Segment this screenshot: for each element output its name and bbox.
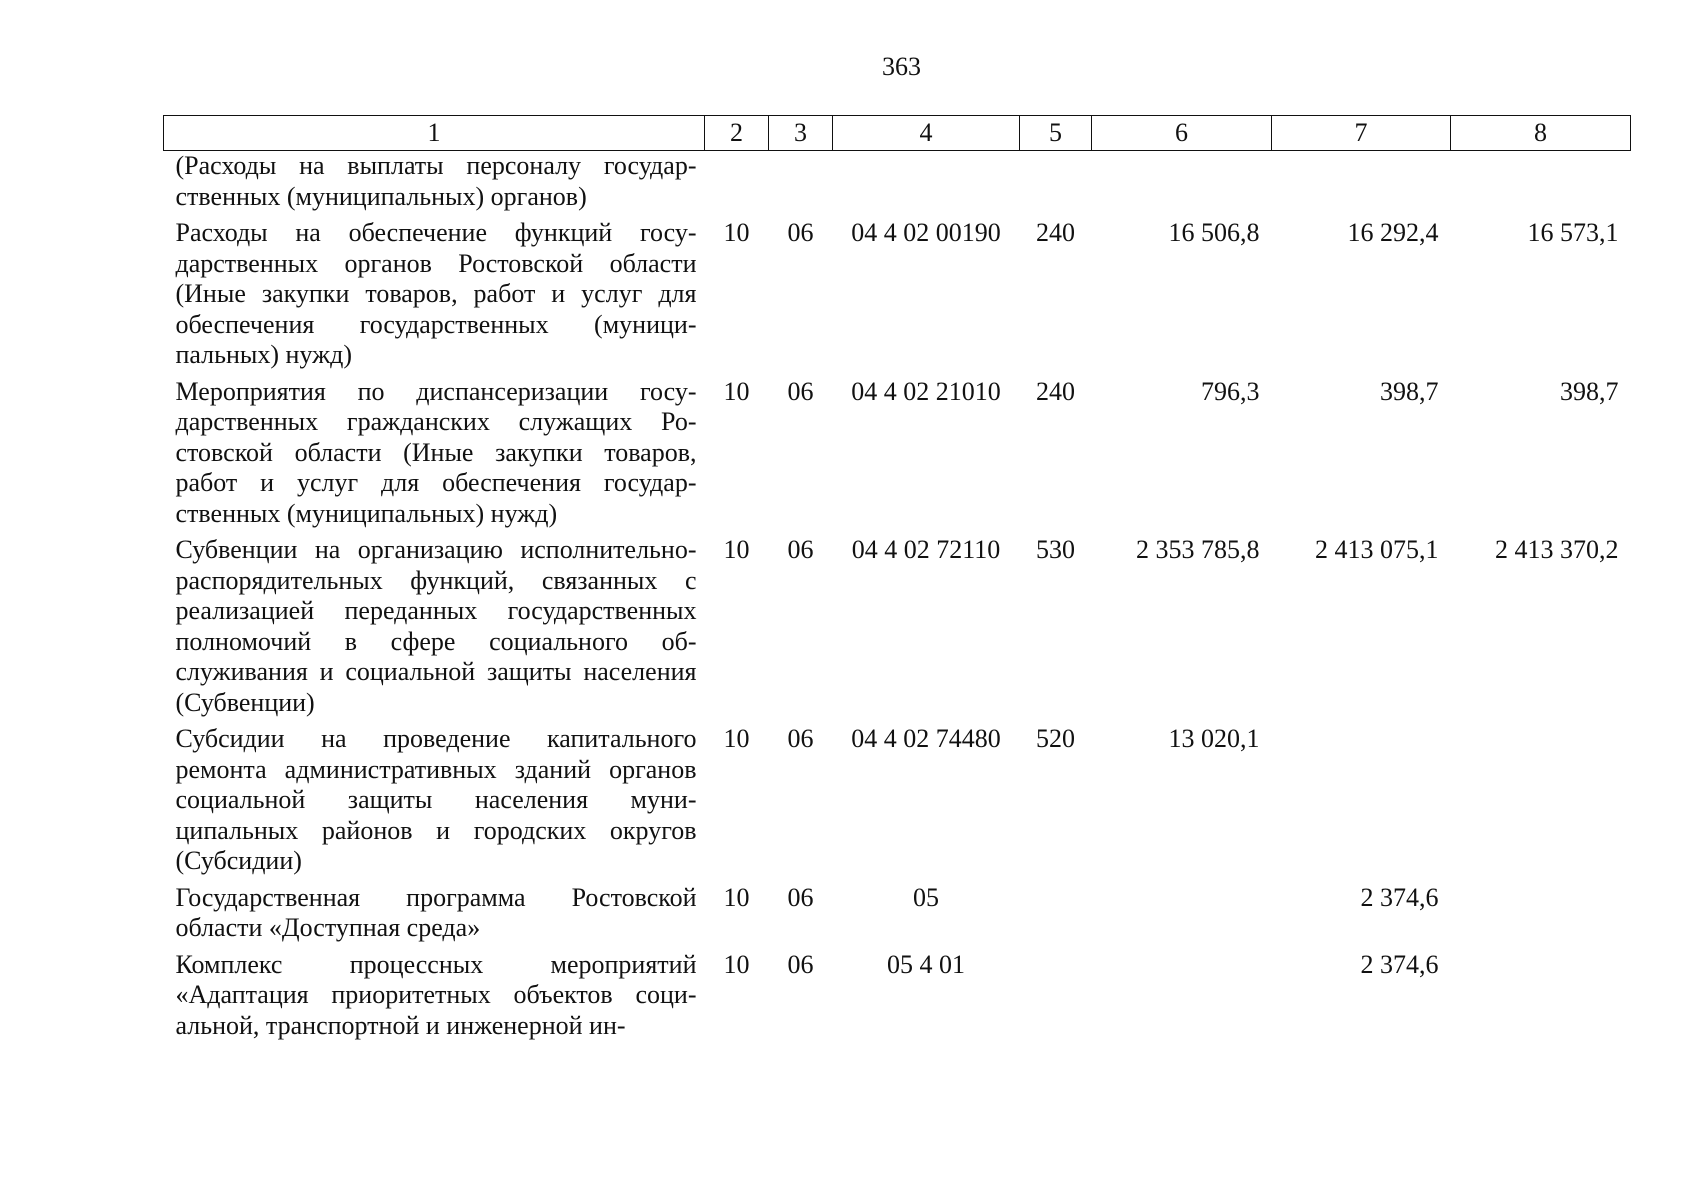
row-expense-type: 240 [1036,376,1075,406]
column-header-6: 6 [1092,116,1272,151]
table-row [164,218,1631,377]
row-amount-8 [1451,883,1631,950]
row-expense-type [1020,151,1092,219]
row-amount-6: 13 020,1 [1168,724,1260,753]
row-amount-6 [1092,950,1272,1048]
row-target-article: 04 4 02 72110 [851,535,1001,564]
row-section: 10 [723,949,750,979]
row-expense-type: 520 [1036,724,1075,753]
row-amount-7: 2 374,6 [1360,882,1439,912]
row-name: Комплекс процессных мероприятий «Адаптация приоритетных объектов социальной, транспортной и инженерной ин- [175,949,697,1040]
row-section: 10 [723,218,750,247]
column-header-8: 8 [1451,116,1631,151]
row-amount-7 [1272,151,1451,219]
row-amount-6: 796,3 [1201,376,1260,406]
row-amount-7 [1272,724,1451,883]
row-name: (Расходы на выплаты персоналу государственных (муниципальных) органов) [175,151,697,211]
row-name: Государственная программа Ростовской области «Доступная среда» [175,882,697,942]
column-header-7: 7 [1272,116,1451,151]
row-amount-7: 2 413 075,1 [1315,535,1439,564]
row-subsection: 06 [787,882,814,912]
row-amount-8 [1451,950,1631,1048]
column-header-5: 5 [1020,116,1092,151]
table-row [164,151,1631,219]
row-amount-6 [1092,151,1272,219]
row-amount-8: 2 413 370,2 [1495,535,1619,564]
row-section: 10 [723,724,750,753]
row-target-article [833,151,1020,219]
row-expense-type [1020,950,1092,1048]
column-header-3: 3 [769,116,833,151]
row-amount-8: 16 573,1 [1527,218,1619,247]
row-target-article: 04 4 02 21010 [851,376,1001,406]
row-amount-8 [1451,151,1631,219]
row-name: Расходы на обеспечение функций государственных органов Ростовской области (Иные закупки товаров, работ и услуг для обеспечения государственных (муниципальных) нужд) [175,218,697,369]
row-amount-7: 398,7 [1380,376,1439,406]
row-subsection: 06 [787,724,814,753]
budget-table [163,115,1631,1047]
column-header-1: 1 [164,116,705,151]
row-section: 10 [723,376,750,406]
row-amount-7: 2 374,6 [1360,949,1439,979]
row-subsection: 06 [787,535,814,564]
column-header-2: 2 [705,116,769,151]
row-amount-8 [1451,724,1631,883]
table-row [164,724,1631,883]
table-row [164,950,1631,1048]
row-subsection [769,151,833,219]
row-subsection: 06 [787,376,814,406]
row-expense-type: 240 [1036,218,1075,247]
row-target-article: 04 4 02 74480 [851,724,1001,753]
row-target-article: 05 4 01 [887,949,965,979]
row-amount-6: 16 506,8 [1168,218,1260,247]
row-expense-type: 530 [1036,535,1075,564]
row-subsection: 06 [787,218,814,247]
row-section: 10 [723,535,750,564]
row-amount-6 [1092,883,1272,950]
table-header-row [164,116,1631,151]
row-subsection: 06 [787,949,814,979]
page-number: 363 [882,52,921,81]
row-name: Субсидии на проведение капитального ремонта административных зданий органов социальной защиты населения муниципальных районов и городских округов (Субсидии) [175,724,697,875]
row-amount-7: 16 292,4 [1347,218,1439,247]
row-amount-8: 398,7 [1560,376,1619,406]
row-name: Мероприятия по диспансеризации государственных гражданских служащих Ростовской области (Иные закупки товаров, работ и услуг для обеспечения государственных (муниципальных) нужд) [175,376,697,528]
row-section: 10 [723,882,750,912]
row-section [705,151,769,219]
table-row [164,377,1631,536]
row-target-article: 05 [913,882,939,912]
table-row [164,535,1631,724]
row-amount-6: 2 353 785,8 [1136,535,1260,564]
table-row [164,883,1631,950]
column-header-4: 4 [833,116,1020,151]
row-expense-type [1020,883,1092,950]
row-name: Субвенции на организацию исполнительно-распорядительных функций, связанных с реализацией переданных государственных полномочий в сфере социального обслуживания и социальной защиты населения (Субвенции) [175,535,697,717]
row-target-article: 04 4 02 00190 [851,218,1001,247]
